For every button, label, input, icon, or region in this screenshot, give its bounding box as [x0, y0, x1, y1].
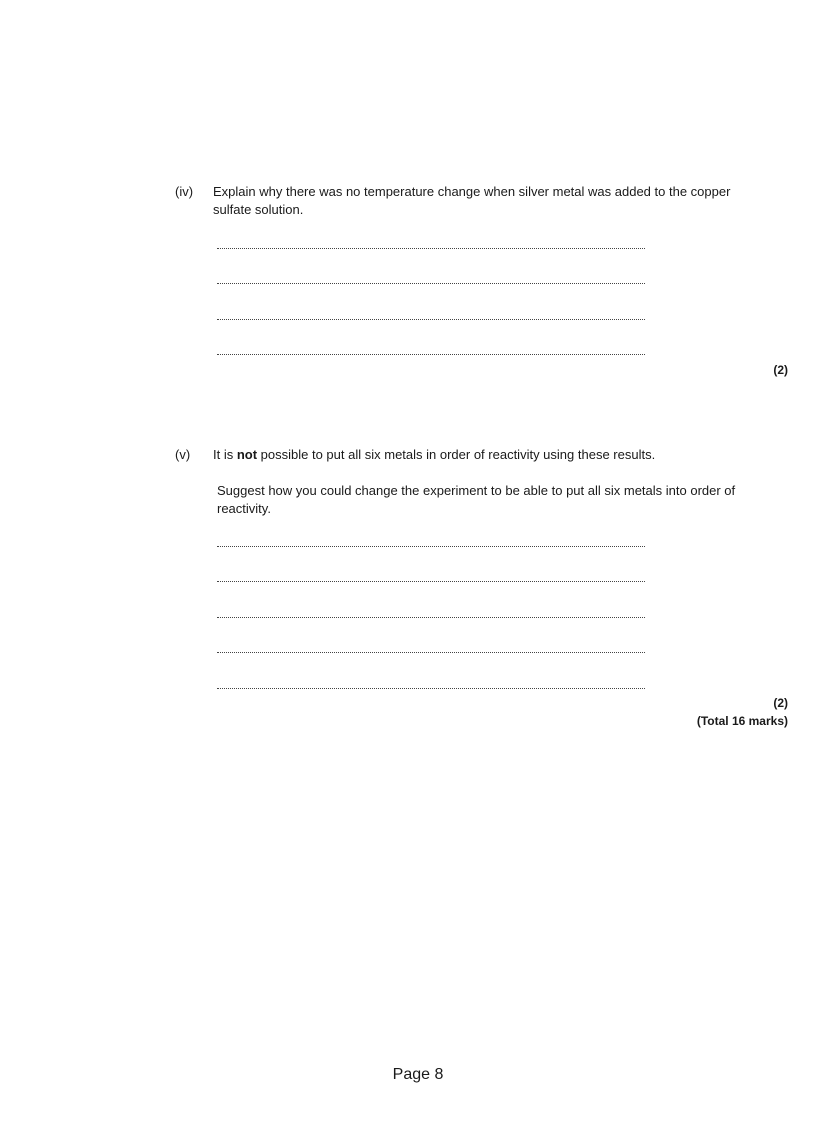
answer-line-v-5[interactable]: [217, 688, 645, 689]
question-iv-number: (iv): [175, 184, 194, 199]
answer-line-v-2[interactable]: [217, 581, 645, 582]
question-v-number: (v): [175, 447, 191, 462]
answer-line-iv-3[interactable]: [217, 319, 645, 320]
question-v-text-bold: not: [236, 447, 258, 462]
question-iv-marks: (2): [773, 363, 788, 377]
answer-line-v-3[interactable]: [217, 617, 645, 618]
total-marks: (Total 16 marks): [696, 714, 788, 728]
question-v-text-b: possible to put all six metals in order of reactivity using these results.: [257, 447, 656, 462]
question-iv-text: Explain why there was no temperature change when silver metal was added to the copper sulfate solution.: [213, 184, 731, 217]
answer-line-iv-4[interactable]: [217, 354, 645, 355]
answer-line-v-4[interactable]: [217, 652, 645, 653]
answer-line-v-1[interactable]: [217, 546, 645, 547]
question-v-marks: (2): [773, 696, 788, 710]
page-number: Page 8: [392, 1066, 444, 1083]
question-v-text-a: It is: [213, 447, 237, 462]
question-v-statement: [213, 446, 743, 464]
answer-line-iv-1[interactable]: [217, 248, 645, 249]
question-v-prompt: Suggest how you could change the experiment to be able to put all six metals into order of reactivity.: [217, 483, 736, 516]
answer-line-iv-2[interactable]: [217, 283, 645, 284]
